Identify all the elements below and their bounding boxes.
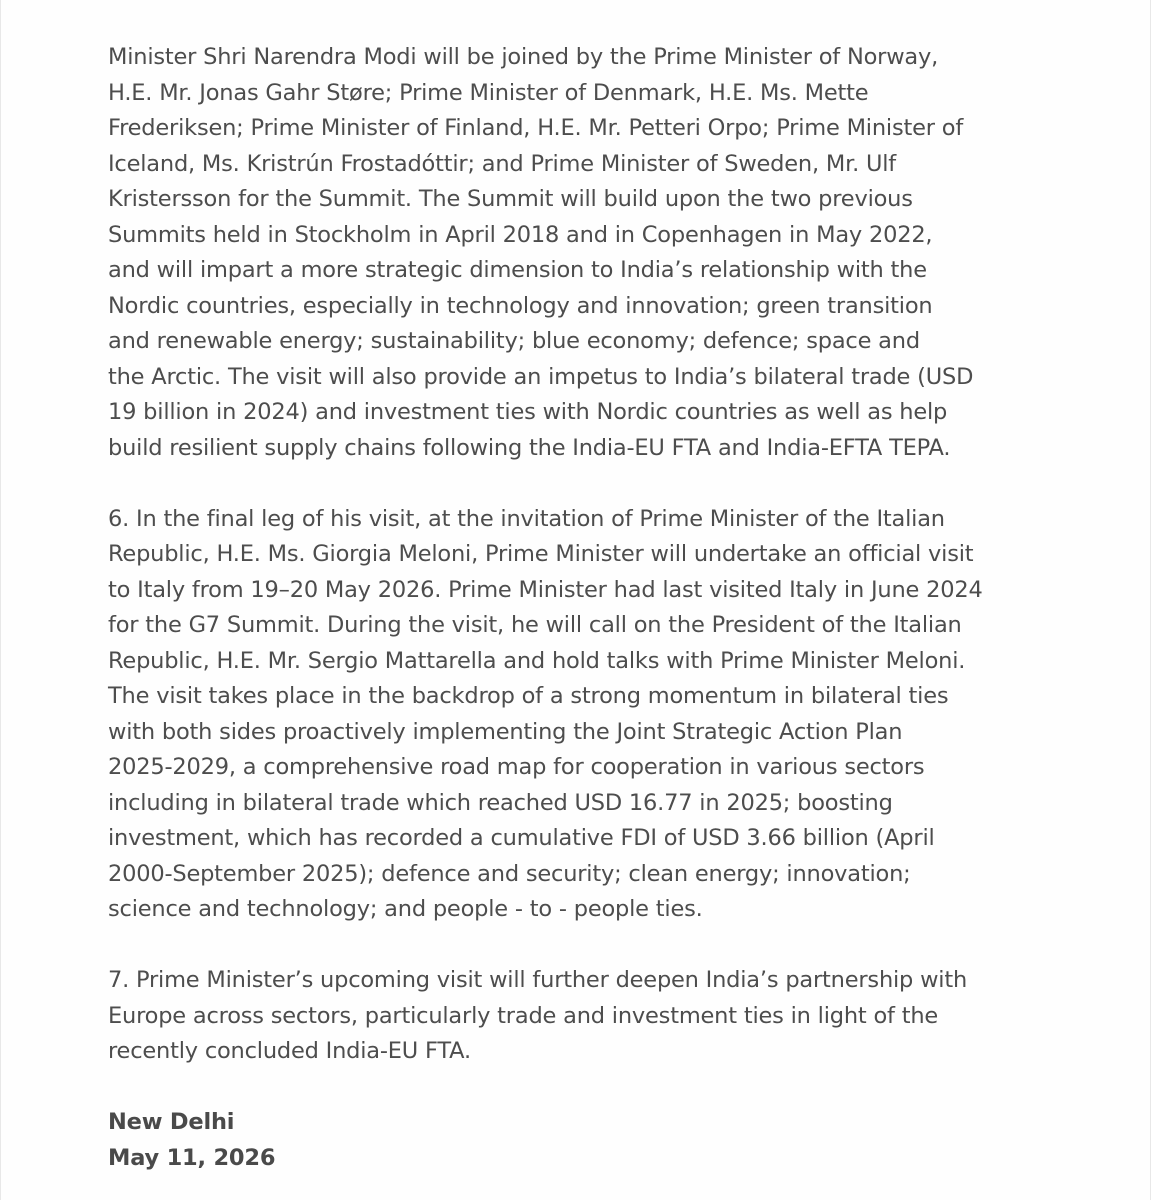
text-line: recently concluded India-EU FTA. xyxy=(108,1038,471,1064)
signature-block xyxy=(108,1105,1118,1176)
text-line: H.E. Mr. Jonas Gahr Støre; Prime Minister of Denmark, H.E. Ms. Mette xyxy=(108,79,869,106)
text-line: Summits held in Stockholm in April 2018 and in Copenhagen in May 2022, xyxy=(108,221,933,248)
signature-date: May 11, 2026 xyxy=(108,1144,276,1171)
text-line: 2000-September 2025); defence and security; clean energy; innovation; xyxy=(108,860,911,887)
text-line: to Italy from 19–20 May 2026. Prime Minister had last visited Italy in June 2024 xyxy=(108,576,983,603)
text-line: including in bilateral trade which reached USD 16.77 in 2025; boosting xyxy=(108,789,893,816)
text-line: for the G7 Summit. During the visit, he will call on the President of the Italian xyxy=(108,612,962,638)
text-line: Frederiksen; Prime Minister of Finland, H.E. Mr. Petteri Orpo; Prime Minister of xyxy=(108,115,964,141)
text-line: investment, which has recorded a cumulative FDI of USD 3.66 billion (April xyxy=(108,825,935,851)
text-line: Kristersson for the Summit. The Summit will build upon the two previous xyxy=(108,186,913,212)
text-line: The visit takes place in the backdrop of a strong momentum in bilateral ties xyxy=(108,683,949,709)
text-line: 2025-2029, a comprehensive road map for cooperation in various sectors xyxy=(108,754,925,780)
text-line: 19 billion in 2024) and investment ties with Nordic countries as well as help xyxy=(108,399,948,425)
text-line: the Arctic. The visit will also provide an impetus to India’s bilateral trade (USD xyxy=(108,363,974,390)
text-line: Iceland, Ms. Kristrún Frostadóttir; and Prime Minister of Sweden, Mr. Ulf xyxy=(108,150,897,177)
text-line: Nordic countries, especially in technology and innovation; green transition xyxy=(108,292,933,319)
text-line: Republic, H.E. Mr. Sergio Mattarella and hold talks with Prime Minister Meloni. xyxy=(108,647,966,674)
text-line: Europe across sectors, particularly trade and investment ties in light of the xyxy=(108,1002,939,1029)
text-line: 7. Prime Minister’s upcoming visit will further deepen India’s partnership with xyxy=(108,967,968,993)
text-line: with both sides proactively implementing the Joint Strategic Action Plan xyxy=(108,718,903,745)
paragraph-italy-visit xyxy=(108,502,1118,928)
text-line: Minister Shri Narendra Modi will be joined by the Prime Minister of Norway, xyxy=(108,44,939,70)
text-line: and will impart a more strategic dimension to India’s relationship with the xyxy=(108,257,927,283)
signature-place: New Delhi xyxy=(108,1109,235,1135)
text-line: and renewable energy; sustainability; blue economy; defence; space and xyxy=(108,328,920,354)
document-body xyxy=(108,40,1118,1176)
text-line: Republic, H.E. Ms. Giorgia Meloni, Prime Minister will undertake an official visit xyxy=(108,541,974,567)
text-line: 6. In the final leg of his visit, at the invitation of Prime Minister of the Italian xyxy=(108,505,945,532)
paragraph-nordic-summit xyxy=(108,40,1118,466)
text-line: build resilient supply chains following the India-EU FTA and India-EFTA TEPA. xyxy=(108,434,951,461)
paragraph-europe-partnership xyxy=(108,963,1118,1070)
text-line: science and technology; and people - to - people ties. xyxy=(108,896,703,922)
